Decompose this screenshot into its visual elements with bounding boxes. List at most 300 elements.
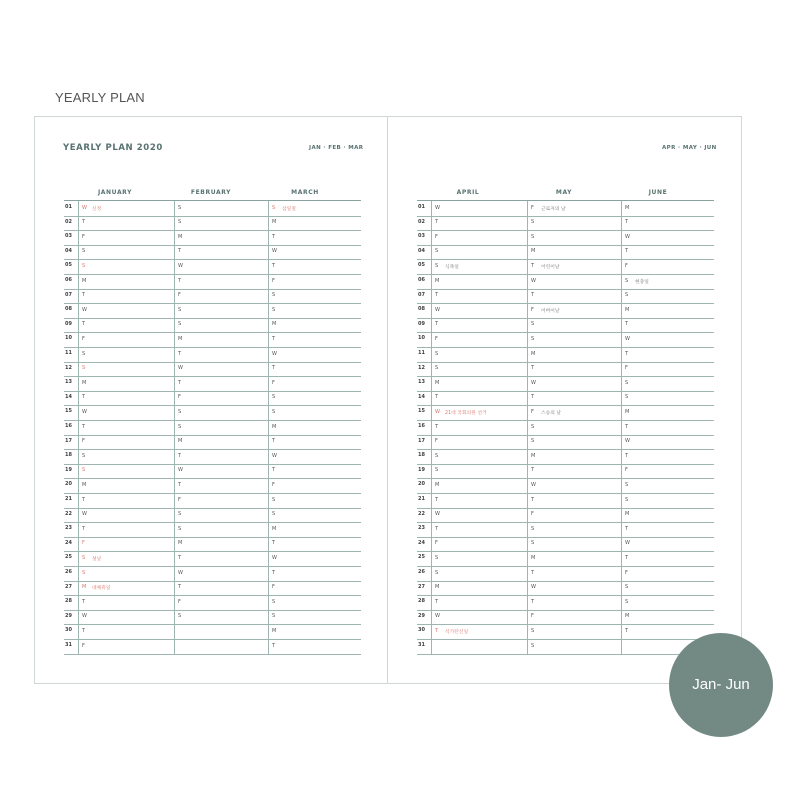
day-cell-june[interactable]	[621, 347, 715, 362]
weekday-letter: S	[625, 481, 629, 488]
day-cell-march[interactable]	[268, 201, 362, 216]
day-cell-april[interactable]	[431, 201, 528, 216]
calendar-row	[64, 420, 361, 436]
day-cell-january[interactable]	[78, 639, 175, 654]
day-cell-june[interactable]	[621, 201, 715, 216]
day-cell-april[interactable]	[431, 595, 528, 610]
day-number: 03	[65, 233, 72, 240]
day-number: 13	[418, 379, 425, 386]
day-cell-june[interactable]	[621, 259, 715, 274]
day-cell-june[interactable]	[621, 595, 715, 610]
day-cell-may[interactable]	[527, 230, 622, 245]
day-cell-january[interactable]	[78, 435, 175, 450]
day-cell-april[interactable]	[431, 216, 528, 231]
day-cell-january[interactable]	[78, 624, 175, 639]
day-cell-april[interactable]	[431, 274, 528, 289]
calendar-row	[64, 537, 361, 553]
day-cell-april[interactable]	[431, 493, 528, 508]
day-cell-february[interactable]	[174, 595, 269, 610]
calendar-row	[417, 610, 714, 626]
day-cell-april[interactable]	[431, 332, 528, 347]
day-cell-february[interactable]	[174, 303, 269, 318]
weekday-letter: F	[531, 204, 534, 211]
day-cell-march[interactable]	[268, 581, 362, 596]
day-cell-april[interactable]	[431, 245, 528, 260]
weekday-letter: F	[178, 598, 181, 605]
weekday-letter: S	[435, 467, 439, 474]
day-number: 20	[418, 481, 425, 488]
calendar-row	[417, 435, 714, 451]
day-cell-april[interactable]	[431, 449, 528, 464]
day-cell-june[interactable]	[621, 566, 715, 581]
day-cell-may[interactable]	[527, 464, 622, 479]
weekday-letter: S	[178, 321, 182, 328]
weekday-letter: M	[531, 350, 536, 357]
day-cell-june[interactable]	[621, 508, 715, 523]
weekday-letter: W	[435, 204, 440, 211]
day-number: 21	[418, 496, 425, 502]
calendar-row	[64, 303, 361, 319]
day-cell-march[interactable]	[268, 347, 362, 362]
day-cell-march[interactable]	[268, 478, 362, 493]
day-cell-january[interactable]	[78, 537, 175, 552]
month-header-june: JUNE	[648, 189, 668, 196]
day-cell-june[interactable]	[621, 537, 715, 552]
day-number: 17	[65, 437, 72, 444]
day-cell-january[interactable]	[78, 230, 175, 245]
weekday-letter: F	[531, 511, 534, 518]
day-cell-june[interactable]	[621, 332, 715, 347]
weekday-letter: T	[625, 423, 629, 430]
day-cell-january[interactable]	[78, 464, 175, 479]
day-number: 08	[418, 306, 425, 313]
day-cell-february[interactable]	[174, 245, 269, 260]
calendar-row	[64, 347, 361, 363]
weekday-letter: S	[531, 321, 535, 328]
weekday-letter: T	[531, 292, 535, 299]
day-cell-february[interactable]	[174, 581, 269, 596]
calendar-row	[64, 318, 361, 334]
day-number: 29	[418, 612, 425, 619]
day-cell-june[interactable]	[621, 449, 715, 464]
day-cell-june[interactable]	[621, 478, 715, 493]
day-cell-february[interactable]	[174, 201, 269, 216]
day-cell-may[interactable]	[527, 289, 622, 304]
weekday-letter: M	[625, 306, 630, 313]
range-badge: Jan- Jun	[669, 633, 773, 737]
weekday-letter: F	[82, 233, 85, 240]
calendar-row	[64, 639, 361, 655]
day-cell-january[interactable]	[78, 493, 175, 508]
weekday-letter: F	[625, 262, 628, 269]
day-cell-may[interactable]	[527, 405, 622, 420]
day-number: 05	[418, 262, 425, 269]
day-cell-march[interactable]	[268, 435, 362, 450]
day-cell-may[interactable]	[527, 610, 622, 625]
day-cell-february[interactable]	[174, 449, 269, 464]
day-cell-february[interactable]	[174, 551, 269, 566]
day-cell-february[interactable]	[174, 610, 269, 625]
day-cell-march[interactable]	[268, 376, 362, 391]
weekday-letter: M	[178, 335, 183, 342]
day-cell-june[interactable]	[621, 230, 715, 245]
weekday-letter: W	[272, 554, 277, 561]
day-number: 19	[418, 466, 425, 473]
day-cell-april[interactable]	[431, 362, 528, 377]
weekday-letter: M	[178, 540, 183, 547]
weekday-letter: M	[435, 277, 440, 284]
day-number: 30	[65, 627, 72, 634]
weekday-letter: M	[272, 219, 277, 226]
day-cell-may[interactable]	[527, 551, 622, 566]
day-cell-january[interactable]	[78, 362, 175, 377]
day-cell-april[interactable]	[431, 639, 528, 654]
day-cell-march[interactable]	[268, 391, 362, 406]
day-cell-january[interactable]	[78, 303, 175, 318]
weekday-letter: W	[82, 306, 87, 313]
day-number: 23	[418, 525, 425, 532]
day-cell-february[interactable]	[174, 464, 269, 479]
day-cell-june[interactable]	[621, 318, 715, 333]
day-cell-january[interactable]	[78, 405, 175, 420]
day-cell-february[interactable]	[174, 435, 269, 450]
day-cell-april[interactable]	[431, 464, 528, 479]
weekday-letter: T	[272, 365, 276, 372]
day-cell-january[interactable]	[78, 259, 175, 274]
day-cell-june[interactable]	[621, 420, 715, 435]
day-number: 18	[65, 452, 72, 459]
calendar-row	[64, 464, 361, 480]
day-cell-june[interactable]	[621, 405, 715, 420]
day-cell-january[interactable]	[78, 566, 175, 581]
day-cell-january[interactable]	[78, 391, 175, 406]
day-number: 30	[418, 627, 425, 634]
day-cell-april[interactable]	[431, 581, 528, 596]
day-cell-january[interactable]	[78, 610, 175, 625]
day-cell-june[interactable]	[621, 435, 715, 450]
day-cell-may[interactable]	[527, 245, 622, 260]
day-cell-june[interactable]	[621, 376, 715, 391]
day-cell-january[interactable]	[78, 289, 175, 304]
calendar-row	[417, 332, 714, 348]
day-cell-march[interactable]	[268, 639, 362, 654]
day-cell-june[interactable]	[621, 274, 715, 289]
day-cell-june[interactable]	[621, 610, 715, 625]
day-cell-february[interactable]	[174, 537, 269, 552]
weekday-letter: T	[531, 569, 535, 576]
day-cell-january[interactable]	[78, 522, 175, 537]
day-number: 15	[65, 408, 72, 415]
day-cell-june[interactable]	[621, 289, 715, 304]
weekday-letter: S	[82, 554, 86, 561]
weekday-letter: W	[435, 613, 440, 620]
weekday-letter: F	[435, 233, 438, 240]
day-number: 24	[65, 539, 72, 546]
weekday-letter: M	[178, 438, 183, 445]
month-header-january: JANUARY	[97, 189, 133, 196]
day-cell-april[interactable]	[431, 259, 528, 274]
day-cell-june[interactable]	[621, 362, 715, 377]
weekday-letter: T	[178, 584, 182, 591]
planner-spread	[34, 116, 742, 684]
day-cell-june[interactable]	[621, 493, 715, 508]
day-number: 07	[65, 291, 72, 298]
day-cell-february[interactable]	[174, 216, 269, 231]
day-cell-february[interactable]	[174, 391, 269, 406]
day-cell-may[interactable]	[527, 420, 622, 435]
day-cell-february[interactable]	[174, 259, 269, 274]
day-cell-march[interactable]	[268, 405, 362, 420]
day-cell-march[interactable]	[268, 493, 362, 508]
day-cell-march[interactable]	[268, 230, 362, 245]
calendar-row	[417, 289, 714, 305]
weekday-letter: M	[82, 481, 87, 488]
day-cell-january[interactable]	[78, 347, 175, 362]
day-cell-june[interactable]	[621, 581, 715, 596]
day-cell-march[interactable]	[268, 449, 362, 464]
weekday-letter: T	[435, 525, 439, 532]
day-cell-may[interactable]	[527, 362, 622, 377]
day-cell-may[interactable]	[527, 449, 622, 464]
day-cell-march[interactable]	[268, 595, 362, 610]
day-number: 18	[418, 452, 425, 459]
day-cell-march[interactable]	[268, 259, 362, 274]
day-cell-march[interactable]	[268, 420, 362, 435]
day-cell-march[interactable]	[268, 362, 362, 377]
day-cell-may[interactable]	[527, 508, 622, 523]
day-cell-january[interactable]	[78, 376, 175, 391]
weekday-letter: W	[82, 204, 87, 211]
day-number: 25	[418, 554, 425, 561]
day-cell-may[interactable]	[527, 595, 622, 610]
calendar-row	[417, 230, 714, 246]
weekday-letter: F	[531, 408, 534, 415]
day-cell-april[interactable]	[431, 420, 528, 435]
day-cell-may[interactable]	[527, 493, 622, 508]
day-number: 19	[65, 466, 72, 473]
day-cell-february[interactable]	[174, 624, 269, 639]
day-cell-february[interactable]	[174, 639, 269, 654]
day-cell-april[interactable]	[431, 318, 528, 333]
day-cell-may[interactable]	[527, 435, 622, 450]
day-cell-may[interactable]	[527, 259, 622, 274]
day-cell-june[interactable]	[621, 391, 715, 406]
holiday-note: 근로자의 날	[541, 206, 566, 212]
day-cell-may[interactable]	[527, 216, 622, 231]
weekday-letter: F	[531, 613, 534, 620]
day-cell-may[interactable]	[527, 201, 622, 216]
weekday-letter: S	[625, 496, 629, 503]
day-cell-march[interactable]	[268, 566, 362, 581]
day-cell-february[interactable]	[174, 318, 269, 333]
day-cell-march[interactable]	[268, 508, 362, 523]
weekday-letter: T	[625, 627, 629, 634]
day-cell-may[interactable]	[527, 318, 622, 333]
weekday-letter: W	[272, 452, 277, 459]
day-cell-february[interactable]	[174, 289, 269, 304]
day-cell-january[interactable]	[78, 478, 175, 493]
day-cell-april[interactable]	[431, 508, 528, 523]
day-cell-february[interactable]	[174, 230, 269, 245]
day-cell-june[interactable]	[621, 464, 715, 479]
day-cell-february[interactable]	[174, 522, 269, 537]
calendar-row	[417, 318, 714, 334]
holiday-note: 스승의 날	[541, 410, 562, 416]
day-cell-april[interactable]	[431, 289, 528, 304]
calendar-row	[417, 478, 714, 494]
day-cell-april[interactable]	[431, 478, 528, 493]
day-cell-january[interactable]	[78, 332, 175, 347]
day-cell-april[interactable]	[431, 566, 528, 581]
day-cell-march[interactable]	[268, 216, 362, 231]
weekday-letter: S	[272, 613, 276, 620]
holiday-note: 삼일절	[282, 206, 296, 212]
day-cell-may[interactable]	[527, 624, 622, 639]
calendar-row	[64, 259, 361, 275]
day-cell-january[interactable]	[78, 581, 175, 596]
day-cell-march[interactable]	[268, 551, 362, 566]
day-cell-february[interactable]	[174, 405, 269, 420]
calendar-row	[64, 508, 361, 524]
day-cell-february[interactable]	[174, 347, 269, 362]
day-cell-april[interactable]	[431, 347, 528, 362]
weekday-letter: S	[82, 452, 86, 459]
day-cell-february[interactable]	[174, 566, 269, 581]
day-cell-april[interactable]	[431, 624, 528, 639]
weekday-letter: S	[531, 233, 535, 240]
day-cell-march[interactable]	[268, 332, 362, 347]
day-number: 02	[65, 218, 72, 225]
day-cell-may[interactable]	[527, 639, 622, 654]
day-cell-may[interactable]	[527, 332, 622, 347]
day-cell-may[interactable]	[527, 303, 622, 318]
holiday-note: 설날	[92, 556, 102, 562]
day-cell-april[interactable]	[431, 537, 528, 552]
day-number: 03	[418, 233, 425, 240]
day-number: 26	[418, 569, 425, 575]
day-cell-february[interactable]	[174, 332, 269, 347]
holiday-note: 대체휴일	[92, 586, 111, 592]
weekday-letter: S	[625, 277, 629, 284]
weekday-letter: S	[272, 511, 276, 518]
day-cell-january[interactable]	[78, 420, 175, 435]
day-cell-june[interactable]	[621, 551, 715, 566]
day-cell-january[interactable]	[78, 201, 175, 216]
weekday-letter: F	[272, 481, 275, 488]
day-cell-march[interactable]	[268, 245, 362, 260]
day-cell-june[interactable]	[621, 245, 715, 260]
weekday-letter: T	[272, 438, 276, 445]
day-cell-may[interactable]	[527, 347, 622, 362]
day-cell-february[interactable]	[174, 362, 269, 377]
day-cell-march[interactable]	[268, 624, 362, 639]
day-cell-march[interactable]	[268, 318, 362, 333]
day-cell-february[interactable]	[174, 376, 269, 391]
calendar-row	[64, 581, 361, 597]
weekday-letter: W	[435, 511, 440, 518]
calendar-row	[64, 216, 361, 232]
day-cell-march[interactable]	[268, 522, 362, 537]
day-number: 06	[418, 277, 425, 283]
day-cell-may[interactable]	[527, 391, 622, 406]
weekday-letter: T	[178, 554, 182, 561]
day-cell-april[interactable]	[431, 303, 528, 318]
calendar-row	[417, 493, 714, 509]
day-cell-may[interactable]	[527, 566, 622, 581]
day-cell-may[interactable]	[527, 274, 622, 289]
weekday-letter: M	[82, 379, 87, 386]
weekday-letter: W	[178, 467, 183, 474]
day-cell-april[interactable]	[431, 551, 528, 566]
day-cell-march[interactable]	[268, 464, 362, 479]
day-cell-april[interactable]	[431, 405, 528, 420]
day-cell-march[interactable]	[268, 610, 362, 625]
weekday-letter: T	[272, 262, 276, 269]
day-cell-april[interactable]	[431, 435, 528, 450]
left-page	[35, 117, 387, 683]
calendar-row	[417, 405, 714, 421]
day-cell-may[interactable]	[527, 376, 622, 391]
weekday-letter: W	[178, 569, 183, 576]
day-cell-february[interactable]	[174, 508, 269, 523]
day-cell-april[interactable]	[431, 230, 528, 245]
weekday-letter: W	[178, 365, 183, 372]
day-cell-may[interactable]	[527, 537, 622, 552]
day-cell-february[interactable]	[174, 274, 269, 289]
weekday-letter: M	[531, 452, 536, 459]
weekday-letter: T	[82, 423, 86, 430]
day-cell-june[interactable]	[621, 303, 715, 318]
weekday-letter: F	[272, 584, 275, 591]
calendar-row	[417, 245, 714, 261]
day-number: 22	[418, 510, 425, 517]
day-cell-april[interactable]	[431, 376, 528, 391]
day-cell-february[interactable]	[174, 478, 269, 493]
day-cell-january[interactable]	[78, 245, 175, 260]
day-cell-march[interactable]	[268, 289, 362, 304]
weekday-letter: T	[531, 496, 535, 503]
weekday-letter: S	[272, 496, 276, 503]
day-cell-april[interactable]	[431, 391, 528, 406]
day-cell-april[interactable]	[431, 610, 528, 625]
day-cell-january[interactable]	[78, 449, 175, 464]
weekday-letter: T	[435, 394, 439, 401]
day-cell-february[interactable]	[174, 420, 269, 435]
day-cell-march[interactable]	[268, 303, 362, 318]
day-cell-january[interactable]	[78, 551, 175, 566]
month-range: JAN · FEB · MAR	[309, 145, 364, 151]
day-cell-june[interactable]	[621, 216, 715, 231]
day-cell-may[interactable]	[527, 581, 622, 596]
day-cell-may[interactable]	[527, 478, 622, 493]
day-cell-june[interactable]	[621, 522, 715, 537]
weekday-letter: S	[178, 408, 182, 415]
holiday-note: 신정	[92, 206, 102, 212]
day-cell-march[interactable]	[268, 537, 362, 552]
day-cell-january[interactable]	[78, 508, 175, 523]
day-cell-january[interactable]	[78, 216, 175, 231]
day-cell-january[interactable]	[78, 595, 175, 610]
weekday-letter: T	[625, 219, 629, 226]
weekday-letter: M	[272, 525, 277, 532]
day-cell-march[interactable]	[268, 274, 362, 289]
day-cell-january[interactable]	[78, 318, 175, 333]
day-cell-may[interactable]	[527, 522, 622, 537]
day-cell-april[interactable]	[431, 522, 528, 537]
day-cell-february[interactable]	[174, 493, 269, 508]
day-cell-january[interactable]	[78, 274, 175, 289]
weekday-letter: S	[178, 525, 182, 532]
